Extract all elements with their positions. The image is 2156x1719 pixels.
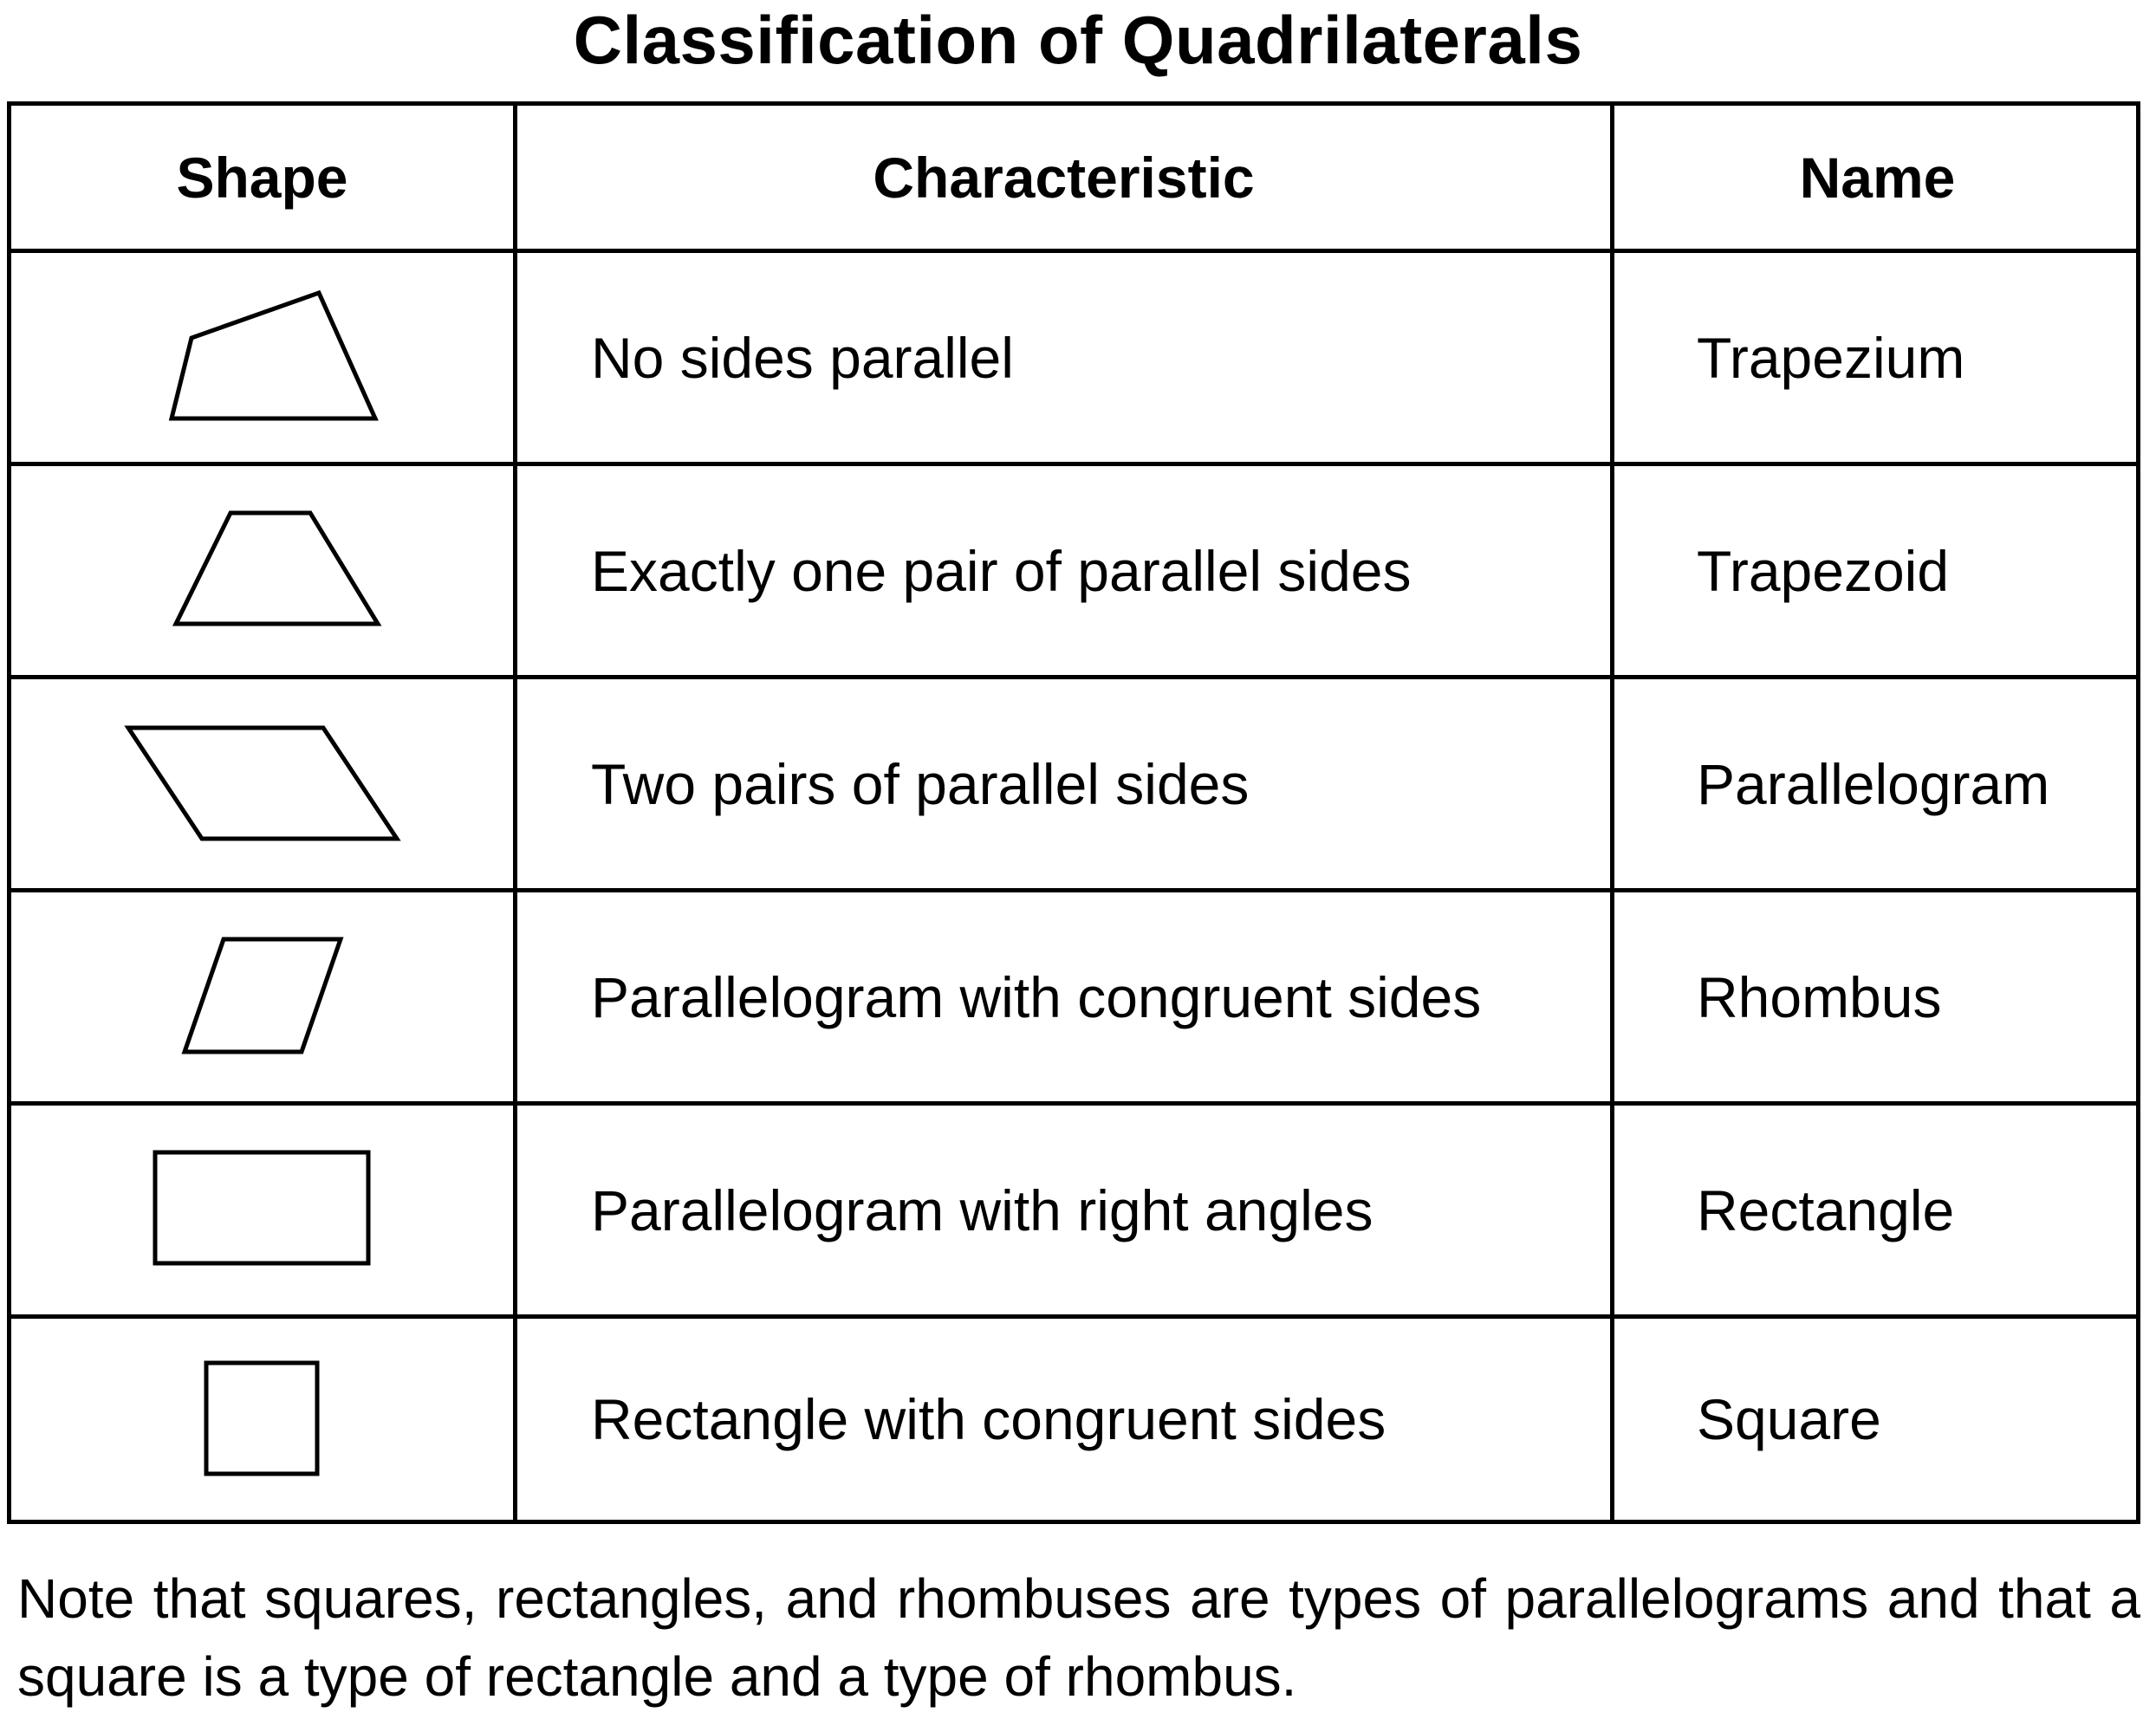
header-characteristic: Characteristic [517,106,1614,249]
table-row [11,892,2136,1106]
shape-cell [11,253,517,462]
table-row [11,679,2136,892]
name-cell: Trapezoid [1697,538,1950,603]
name-cell: Rhombus [1697,964,1942,1029]
shape-cell [11,1319,517,1520]
characteristic-cell: Rectangle with congruent sides [517,1319,1614,1520]
header-shape: Shape [11,106,517,249]
quadrilateral-table [7,101,2140,1524]
characteristic-cell: Exactly one pair of parallel sides [517,466,1614,675]
name-cell: Square [1697,1387,1881,1451]
table-row [11,253,2136,466]
shape-cell [11,1106,517,1314]
shape-cell [11,679,517,888]
characteristic-cell: Two pairs of parallel sides [517,679,1614,888]
rectangle-icon [150,1145,375,1275]
header-name: Name [1799,145,1956,210]
table-header-row [11,106,2136,253]
characteristic-cell: Parallelogram with right angles [517,1106,1614,1314]
name-cell: Rectangle [1697,1177,1955,1242]
table-row [11,466,2136,679]
table-row [11,1106,2136,1319]
parallelogram-icon [124,719,401,849]
trapezium-icon [141,284,384,431]
name-cell: Trapezium [1697,325,1965,390]
shape-cell [11,892,517,1101]
shape-cell [11,466,517,675]
square-icon [198,1354,328,1484]
trapezoid-icon [141,506,384,636]
characteristic-cell: Parallelogram with congruent sides [517,892,1614,1101]
table-row [11,1319,2136,1520]
footnote: Note that squares, rectangles, and rhombuses are types of parallelograms and that a square is a type of rectangle and a type of rhombus. [17,1567,2140,1708]
name-cell: Parallelogram [1697,751,2050,816]
characteristic-cell: No sides parallel [517,253,1614,462]
rhombus-icon [176,932,349,1062]
page-title: Classification of Quadrilaterals [573,2,1583,78]
